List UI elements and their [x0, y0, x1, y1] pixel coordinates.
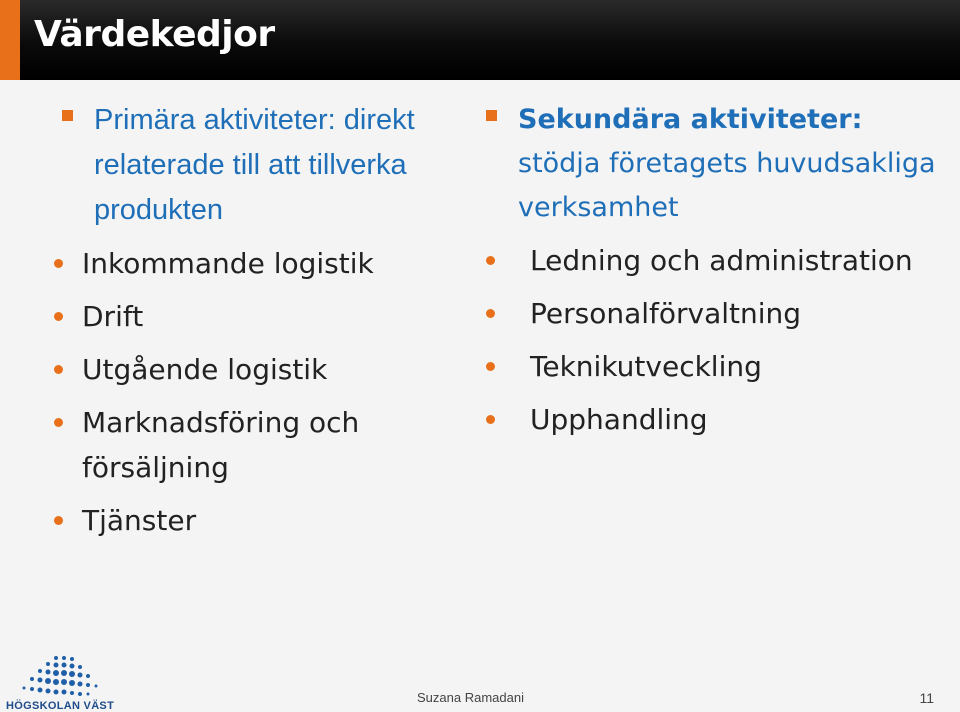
square-bullet-icon [62, 110, 73, 121]
list-item: Drift [48, 294, 454, 339]
secondary-activities-heading [480, 98, 950, 230]
dot-bullet-icon [486, 415, 495, 424]
slide-title: Värdekedjor [34, 14, 275, 55]
square-bullet-icon [486, 110, 497, 121]
dot-bullet-icon [54, 365, 63, 374]
dot-bullet-icon [486, 309, 495, 318]
primary-activities-column [54, 98, 454, 543]
primary-activities-list [48, 241, 454, 543]
primary-heading-bold: Primära aktiviteter [94, 104, 328, 136]
list-item: Utgående logistik [48, 347, 454, 392]
secondary-activities-list [480, 238, 950, 442]
dot-bullet-icon [54, 312, 63, 321]
dot-bullet-icon [54, 418, 63, 427]
list-item: Tjänster [48, 498, 454, 543]
page-number: 11 [919, 690, 934, 706]
primary-heading-rest: : direkt relaterade till att tillverka produkten [94, 104, 415, 226]
list-item: Inkommande logistik [48, 241, 454, 286]
primary-activities-heading [54, 98, 454, 233]
dot-bullet-icon [54, 516, 63, 525]
secondary-heading-bold: Sekundära aktiviteter: [518, 104, 863, 135]
logo-wordmark: HÖGSKOLAN VÄST [6, 700, 115, 712]
list-item: Personalförvaltning [480, 291, 950, 336]
dot-bullet-icon [486, 256, 495, 265]
secondary-heading-rest: stödja företagets huvudsakliga verksamhet [518, 148, 936, 223]
list-item: Ledning och administration [480, 238, 950, 283]
footer-author: Suzana Ramadani [417, 690, 524, 705]
dot-bullet-icon [486, 362, 495, 371]
list-item: Teknikutveckling [480, 344, 950, 389]
header-accent-bar [0, 0, 20, 80]
dot-bullet-icon [54, 259, 63, 268]
list-item: Marknadsföring och försäljning [48, 400, 454, 490]
secondary-activities-column [480, 98, 950, 442]
list-item: Upphandling [480, 397, 950, 442]
